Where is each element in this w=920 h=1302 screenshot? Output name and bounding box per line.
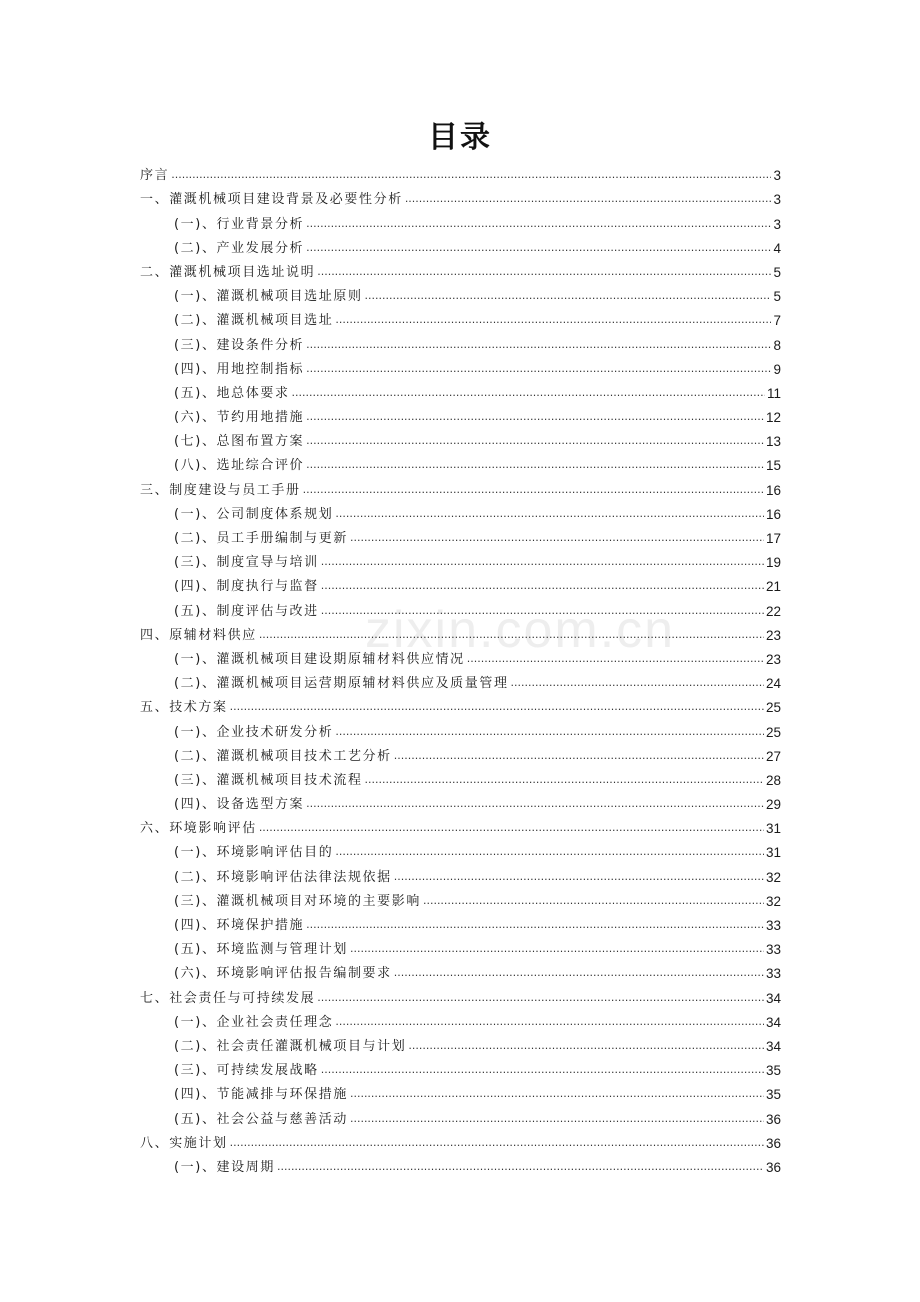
toc-entry-page-number: 29 [765,797,781,813]
toc-leader-dots [365,289,772,303]
toc-leader-dots [335,313,771,327]
toc-entry-page-number: 22 [765,603,781,619]
toc-entry-page-number: 36 [765,1135,781,1151]
toc-entry-label: (一)、行业背景分析 [174,216,305,232]
toc-leader-dots [467,652,764,666]
toc-entry-page-number: 35 [765,1087,781,1103]
toc-entry[interactable] [140,837,781,861]
toc-entry-page-number: 4 [773,240,781,256]
toc-entry-page-number: 33 [765,966,781,982]
toc-entry-label: (三)、建设条件分析 [174,337,305,353]
toc-entry-page-number: 5 [773,289,781,305]
toc-entry[interactable] [140,741,781,765]
toc-entry[interactable] [140,620,781,644]
toc-entry-page-number: 24 [765,676,781,692]
toc-leader-dots [303,483,764,497]
toc-entry-page-number: 11 [766,385,781,401]
toc-leader-dots [335,845,764,859]
toc-entry[interactable] [140,1103,781,1127]
toc-entry[interactable] [140,1031,781,1055]
toc-entry[interactable] [140,160,781,184]
toc-entry[interactable] [140,281,781,305]
toc-entry-label: (四)、节能减排与环保措施 [174,1087,348,1103]
toc-entry-label: (一)、灌溉机械项目选址原则 [174,289,363,305]
toc-entry-page-number: 35 [765,1063,781,1079]
toc-entry-page-number: 16 [765,506,781,522]
toc-entry-label: (四)、设备选型方案 [174,797,305,813]
toc-leader-dots [365,773,764,787]
toc-leader-dots [394,749,764,763]
toc-entry[interactable] [140,982,781,1006]
toc-entry[interactable] [140,886,781,910]
toc-entry-page-number: 7 [773,313,781,329]
toc-entry-label: (三)、灌溉机械项目技术流程 [174,772,363,788]
toc-entry[interactable] [140,861,781,885]
toc-leader-dots [306,434,764,448]
toc-entry[interactable] [140,692,781,716]
toc-entry[interactable] [140,765,781,789]
toc-entry[interactable] [140,257,781,281]
toc-entry-label: 序言 [140,168,170,184]
toc-leader-dots [335,507,764,521]
toc-entry[interactable] [140,499,781,523]
toc-entry-page-number: 23 [765,651,781,667]
toc-entry-page-number: 36 [765,1159,781,1175]
toc-entry-page-number: 9 [773,361,781,377]
toc-leader-dots [306,918,764,932]
toc-entry-page-number: 28 [765,772,781,788]
toc-entry-label: (一)、公司制度体系规划 [174,506,334,522]
toc-leader-dots [321,604,764,618]
toc-leader-dots [394,870,764,884]
toc-entry-page-number: 32 [765,869,781,885]
toc-entry-page-number: 27 [765,748,781,764]
toc-entry-label: (三)、制度宣导与培训 [174,555,319,571]
toc-leader-dots [394,966,764,980]
toc-leader-dots [171,168,771,182]
toc-entry-label: (二)、员工手册编制与更新 [174,531,348,546]
toc-entry-label: 一、灌溉机械项目建设背景及必要性分析 [140,192,403,208]
toc-entry-page-number: 23 [765,627,781,643]
toc-entry-label: (一)、灌溉机械项目建设期原辅材料供应情况 [174,651,465,667]
toc-entry-label: (二)、灌溉机械项目运营期原辅材料供应及质量管理 [174,676,509,692]
toc-entry-page-number: 31 [765,821,781,837]
toc-entry-label: (五)、制度评估与改进 [174,603,319,619]
toc-leader-dots [306,241,771,255]
toc-leader-dots [306,362,771,376]
toc-entry-label: 七、社会责任与可持续发展 [140,990,316,1006]
toc-entry-label: (六)、环境影响评估报告编制要求 [174,966,392,982]
toc-entry-page-number: 3 [773,192,781,208]
toc-entry-label: (一)、环境影响评估目的 [174,845,334,861]
toc-entry-page-number: 36 [765,1111,781,1127]
toc-entry[interactable] [140,789,781,813]
toc-leader-dots [259,821,764,835]
toc-entry-label: (三)、灌溉机械项目对环境的主要影响 [174,893,421,909]
toc-entry[interactable] [140,547,781,571]
toc-entry-label: (八)、选址综合评价 [174,458,305,474]
toc-entry-label: 二、灌溉机械项目选址说明 [140,264,316,280]
toc-leader-dots [321,1063,764,1077]
toc-entry-page-number: 19 [765,555,781,571]
toc-leader-dots [423,894,764,908]
toc-entry[interactable] [140,1128,781,1152]
toc-entry-page-number: 3 [773,168,781,184]
toc-entry-label: (五)、地总体要求 [174,385,290,401]
toc-entry-page-number: 15 [765,458,781,474]
toc-entry-page-number: 31 [765,845,781,861]
toc-entry-page-number: 33 [765,942,781,958]
toc-entry[interactable] [140,1079,781,1103]
toc-leader-dots [306,797,764,811]
toc-entry-page-number: 3 [773,216,781,232]
toc-entry-page-number: 33 [765,918,781,933]
toc-entry-label: 六、环境影响评估 [140,821,257,837]
toc-leader-dots [408,1039,764,1053]
toc-leader-dots [317,265,771,279]
toc-entry[interactable] [140,450,781,474]
toc-entry-label: (一)、建设周期 [174,1159,275,1175]
toc-leader-dots [350,1112,764,1126]
toc-entry[interactable] [140,813,781,837]
toc-entry-page-number: 13 [765,434,781,450]
toc-entry[interactable] [140,208,781,232]
toc-entry[interactable] [140,595,781,619]
toc-leader-dots [292,386,765,400]
toc-entry[interactable] [140,716,781,740]
toc-leader-dots [317,991,764,1005]
toc-entry-label: (二)、灌溉机械项目选址 [174,313,334,329]
toc-entry-label: (五)、环境监测与管理计划 [174,942,348,958]
watermark: zixin.com.cn [365,601,676,659]
toc-entry[interactable] [140,233,781,257]
toc-entry[interactable] [140,402,781,426]
toc-leader-dots [321,579,764,593]
toc-entry[interactable] [140,958,781,982]
toc-entry-label: (三)、可持续发展战略 [174,1063,319,1079]
toc-entry-label: 三、制度建设与员工手册 [140,482,301,498]
toc-entry-label: (二)、环境影响评估法律法规依据 [174,869,392,885]
toc-entry-page-number: 25 [765,700,781,716]
toc-entry-label: 八、实施计划 [140,1135,228,1151]
toc-leader-dots [350,942,764,956]
toc-entry-label: (一)、企业社会责任理念 [174,1014,334,1030]
toc-entry[interactable] [140,644,781,668]
toc-leader-dots [350,1087,764,1101]
toc-leader-dots [306,338,771,352]
toc-entry-label: 五、技术方案 [140,700,228,716]
toc-entry[interactable] [140,1007,781,1031]
toc-entry-page-number: 34 [765,1038,781,1054]
toc-leader-dots [306,458,764,472]
toc-entry-label: (四)、环境保护措施 [174,918,305,933]
toc-entry[interactable] [140,474,781,498]
toc-entry-label: (七)、总图布置方案 [174,434,305,450]
toc-entry-page-number: 25 [765,724,781,740]
toc-leader-dots [321,555,764,569]
toc-entry[interactable] [140,571,781,595]
toc-leader-dots [511,676,764,690]
toc-entry-label: (二)、产业发展分析 [174,240,305,256]
toc-entry-page-number: 16 [765,482,781,498]
toc-entry-page-number: 8 [773,337,781,353]
toc-leader-dots [306,217,771,231]
toc-entry[interactable] [140,426,781,450]
toc-leader-dots [259,628,764,642]
toc-entry-page-number: 34 [765,990,781,1006]
toc-entry[interactable] [140,378,781,402]
toc-list [140,160,781,1176]
toc-entry-label: (五)、社会公益与慈善活动 [174,1111,348,1127]
toc-leader-dots [350,531,764,545]
toc-entry-page-number: 21 [765,579,781,595]
toc-entry-label: (一)、企业技术研发分析 [174,724,334,740]
toc-entry[interactable] [140,1152,781,1176]
toc-leader-dots [335,1015,764,1029]
toc-entry[interactable] [140,910,781,934]
toc-entry-page-number: 32 [765,893,781,909]
toc-entry-page-number: 34 [765,1014,781,1030]
toc-entry-label: (六)、节约用地措施 [174,410,305,426]
toc-entry[interactable] [140,934,781,958]
toc-entry-page-number: 5 [773,264,781,280]
toc-leader-dots [405,192,772,206]
toc-entry-page-number: 17 [765,531,781,546]
toc-entry-page-number: 12 [765,410,781,426]
toc-leader-dots [306,410,764,424]
toc-leader-dots [277,1160,764,1174]
toc-entry-label: (二)、灌溉机械项目技术工艺分析 [174,748,392,764]
toc-entry-label: (四)、用地控制指标 [174,361,305,377]
toc-leader-dots [335,725,764,739]
toc-entry[interactable] [140,329,781,353]
toc-leader-dots [230,700,764,714]
toc-entry-label: (二)、社会责任灌溉机械项目与计划 [174,1038,407,1054]
toc-entry[interactable] [140,305,781,329]
toc-entry-label: (四)、制度执行与监督 [174,579,319,595]
toc-entry-label: 四、原辅材料供应 [140,627,257,643]
toc-entry[interactable] [140,523,781,547]
toc-leader-dots [230,1136,764,1150]
toc-entry[interactable] [140,354,781,378]
page-title: 目录 [428,120,492,155]
toc-entry[interactable] [140,1055,781,1079]
toc-entry[interactable] [140,668,781,692]
toc-entry[interactable] [140,184,781,208]
